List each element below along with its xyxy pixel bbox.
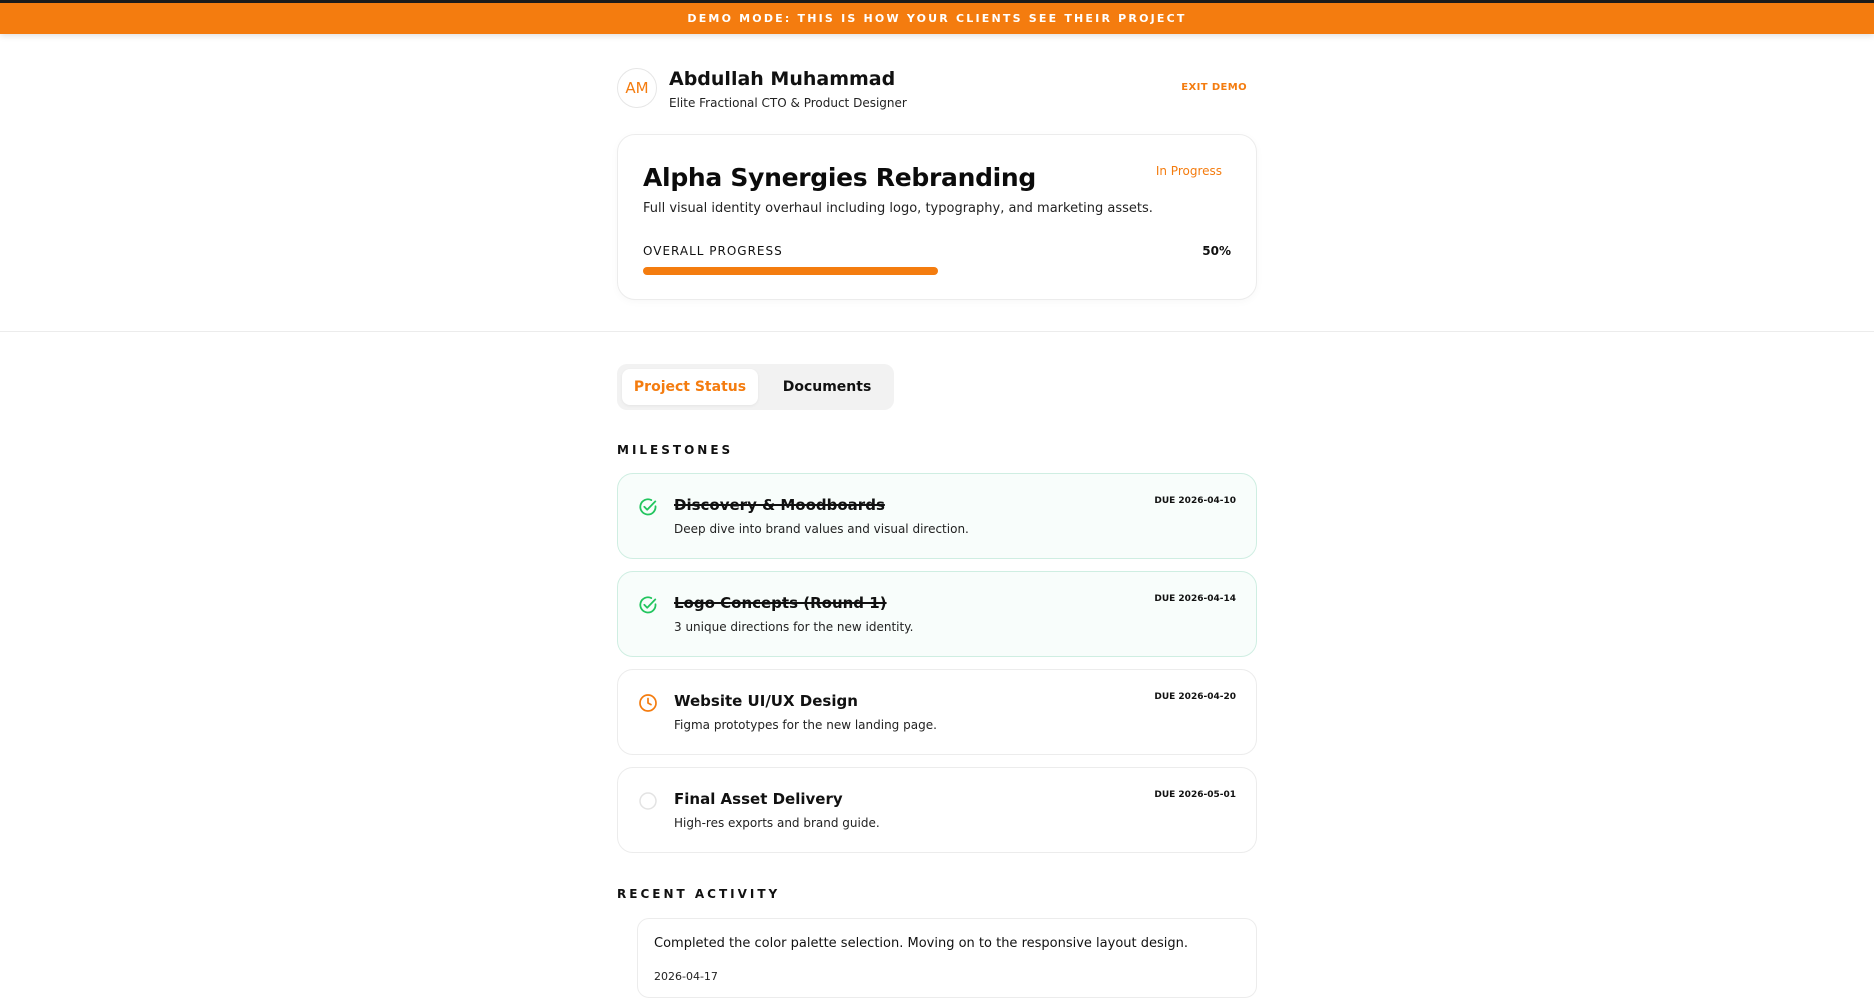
clock-icon <box>638 693 658 713</box>
milestone-description: Deep dive into brand values and visual direction. <box>674 522 969 536</box>
milestone-title: Final Asset Delivery <box>674 790 843 808</box>
project-title: Alpha Synergies Rebranding <box>643 163 1037 192</box>
progress-label: OVERALL PROGRESS <box>643 244 783 258</box>
profile-name: Abdullah Muhammad <box>669 68 896 90</box>
milestone-card <box>617 767 1257 853</box>
milestone-title: Website UI/UX Design <box>674 692 858 710</box>
milestone-title: Discovery & Moodboards <box>674 496 885 514</box>
check-circle-icon <box>638 595 658 615</box>
project-summary-card <box>617 134 1257 300</box>
milestone-description: High-res exports and brand guide. <box>674 816 880 830</box>
milestone-card <box>617 669 1257 755</box>
progress-value: 50% <box>1202 244 1231 258</box>
avatar <box>617 68 657 108</box>
activity-text: Completed the color palette selection. Moving on to the responsive layout design. <box>654 936 1189 951</box>
milestones-heading: MILESTONES <box>617 443 734 457</box>
progress-bar-fill <box>643 267 938 275</box>
activity-item <box>637 918 1257 998</box>
client-portal-header <box>617 34 1257 258</box>
tab-documents[interactable]: Documents <box>782 379 872 395</box>
milestone-description: Figma prototypes for the new landing page. <box>674 718 937 732</box>
milestone-due-date: DUE 2026-05-01 <box>1154 790 1236 800</box>
milestone-due-date: DUE 2026-04-10 <box>1154 496 1236 506</box>
activity-date: 2026-04-17 <box>654 970 718 983</box>
milestone-card <box>617 571 1257 657</box>
check-circle-icon <box>638 497 658 517</box>
project-description: Full visual identity overhaul including logo, typography, and marketing assets. <box>643 201 1153 216</box>
milestone-due-date: DUE 2026-04-14 <box>1154 594 1236 604</box>
tab-bar <box>617 364 894 410</box>
milestone-description: 3 unique directions for the new identity. <box>674 620 914 634</box>
header-divider <box>0 331 1874 332</box>
empty-circle-icon <box>638 791 658 811</box>
profile-title: Elite Fractional CTO & Product Designer <box>669 96 907 110</box>
milestone-card <box>617 473 1257 559</box>
milestone-title: Logo Concepts (Round 1) <box>674 594 887 612</box>
progress-bar <box>643 267 1233 275</box>
profile-header <box>617 34 1257 134</box>
exit-demo-link[interactable]: EXIT DEMO <box>1181 82 1247 93</box>
demo-mode-banner <box>0 0 1874 34</box>
tab-project-status[interactable]: Project Status <box>622 369 758 405</box>
demo-banner-text: DEMO MODE: THIS IS HOW YOUR CLIENTS SEE THEIR PROJECT <box>687 12 1187 25</box>
project-status-badge: In Progress <box>1155 164 1222 178</box>
milestone-due-date: DUE 2026-04-20 <box>1154 692 1236 702</box>
recent-activity-heading: RECENT ACTIVITY <box>617 887 781 901</box>
avatar-initials: AM <box>625 79 649 97</box>
